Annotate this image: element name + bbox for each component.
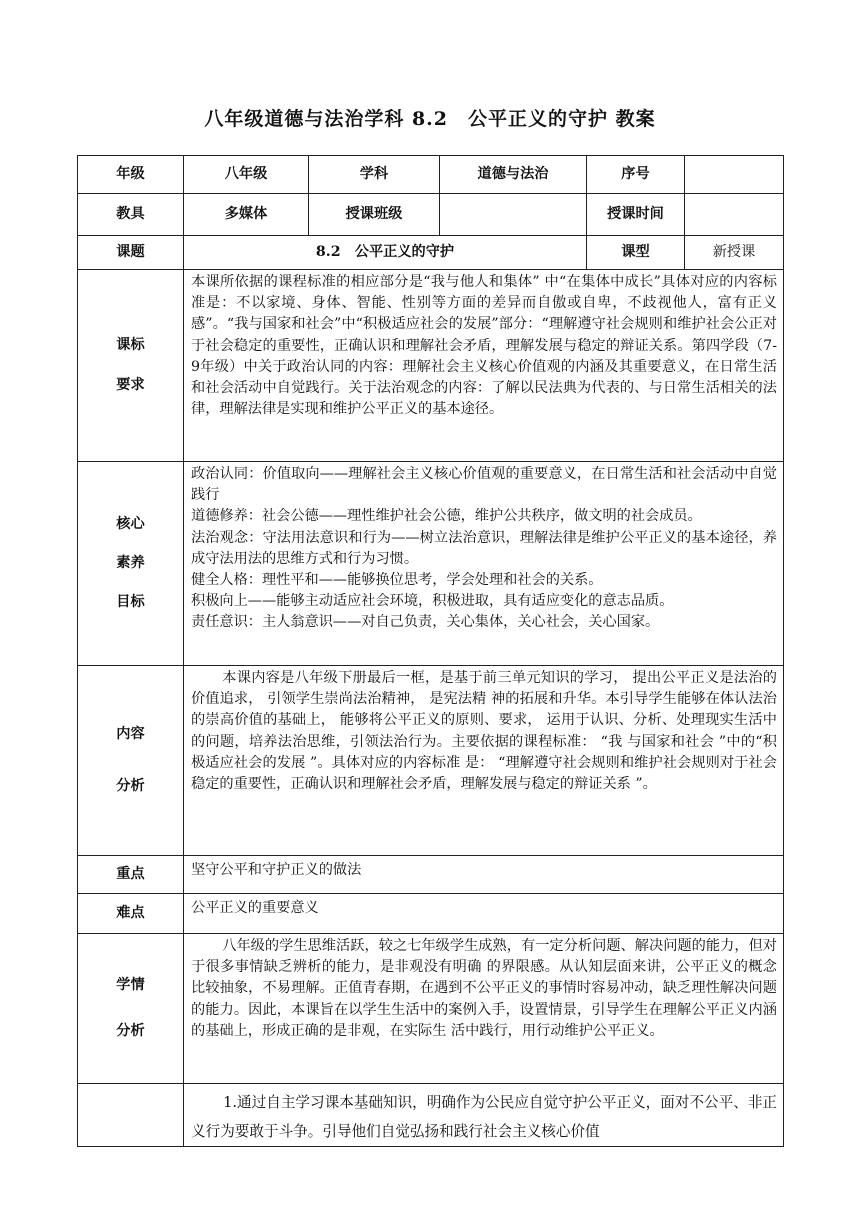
- time-value: [685, 194, 784, 236]
- tools-label: 教具: [78, 194, 184, 236]
- topic-value: 8.2 公平正义的守护: [184, 236, 587, 270]
- literacy-line: 积极向上——能够主动适应社会环境，积极进取，具有适应变化的意志品质。: [191, 593, 674, 610]
- standard-text: 本课所依据的课程标准的相应部分是“我与他人和集体” 中“在集体中成长”具体对应的内容标准是：不以家境、身体、智能、性别等方面的差异而自傲或自卑，不歧视他人，富有正义感”。“我与国家和社会”中“积极适应社会的发展”部分：“理解遵守社会规则和维护社会公正对于社会稳定的重要性，正确认识和理解社会矛盾，理解发展与稳定的辩证关系。第四学段（7-9年级）中关于政治认同的内容：理解社会主义核心价值观的内涵及其重要意义，在日常生活和社会活动中自觉践行。关于法治观念的内容：了解以民法典为代表的、与日常生活相关的法律，理解法律是实现和维护公平正义的基本途径。: [184, 270, 784, 462]
- table-row: [78, 856, 784, 894]
- table-row: [78, 462, 784, 666]
- literacy-label: 核心 素养 目标: [78, 462, 184, 666]
- class-value: [440, 194, 587, 236]
- key-label: 重点: [78, 856, 184, 894]
- table-row: [78, 666, 784, 856]
- subject-label: 学科: [309, 156, 440, 194]
- type-label: 课型: [587, 236, 685, 270]
- difficulty-label: 难点: [78, 894, 184, 934]
- grade-value: 八年级: [184, 156, 309, 194]
- lesson-plan-table: [77, 155, 784, 1147]
- literacy-line: 道德修养：社会公德——理性维护社会公德，维护公共秩序，做文明的社会成员。: [191, 508, 702, 525]
- content-text: 本课内容是八年级下册最后一框，是基于前三单元知识的学习， 提出公平正义是法治的价值追求， 引领学生崇尚法治精神， 是宪法精 神的拓展和升华。本引导学生能够在体认法治的崇高价值的基础上， 能够将公平正义的原则、要求， 运用于认识、分析、处理现实生活中 的问题，培养法治思维，引领法治行为。主要依据的课程标准： “我 与国家和社会 ”中的“积极适应社会的发展 ”。具体对应的内容标准 是： “理解遵守社会规则和维护社会规则对于社会稳定的重要性，正确认识和理解社会矛盾，理解发展与稳定的辩证关系 ”。: [184, 666, 784, 856]
- table-row: [78, 156, 784, 194]
- table-row: [78, 894, 784, 934]
- grade-label: 年级: [78, 156, 184, 194]
- objectives-text: 1.通过自主学习课本基础知识，明确作为公民应自觉守护公平正义，面对不公平、非正义行为要敢于斗争。引导他们自觉弘扬和践行社会主义核心价值: [184, 1084, 784, 1147]
- tools-value: 多媒体: [184, 194, 309, 236]
- content-label: 内容 分析: [78, 666, 184, 856]
- objectives-label: [78, 1084, 184, 1147]
- table-row: [78, 1084, 784, 1147]
- document-title: 八年级道德与法治学科 8.2 公平正义的守护 教案: [204, 108, 656, 130]
- time-label: 授课时间: [587, 194, 685, 236]
- difficulty-text: 公平正义的重要意义: [184, 894, 784, 934]
- topic-label: 课题: [78, 236, 184, 270]
- seq-value: [685, 156, 784, 194]
- type-value: 新授课: [685, 236, 784, 270]
- key-text: 坚守公平和守护正义的做法: [184, 856, 784, 894]
- students-text: 八年级的学生思维活跃，较之七年级学生成熟，有一定分析问题、解决问题的能力，但对于很多事情缺乏辨析的能力，是非观没有明确 的界限感。从认知层面来讲，公平正义的概念比较抽象，不易理解。正值青春期，在遇到不公平正义的事情时容易冲动，缺乏理性解决问题的能力。因此，本课旨在以学生生活中的案例入手，设置情景，引导学生在理解公平正义内涵的基础上，形成正确的是非观，在实际生 活中践行，用行动维护公平正义。: [184, 934, 784, 1084]
- subject-value: 道德与法治: [440, 156, 587, 194]
- literacy-line: 法治观念：守法用法意识和行为——树立法治意识，理解法律是维护公平正义的基本途径，养成守法用法的思维方式和行为习惯。: [191, 529, 777, 567]
- standard-label: 课标 要求: [78, 270, 184, 462]
- students-label: 学情 分析: [78, 934, 184, 1084]
- table-row: [78, 934, 784, 1084]
- literacy-line: 政治认同：价值取向——理解社会主义核心价值观的重要意义，在日常生活和社会活动中自觉践行: [191, 466, 777, 504]
- table-row: [78, 270, 784, 462]
- table-row: [78, 236, 784, 270]
- seq-label: 序号: [587, 156, 685, 194]
- literacy-line: 健全人格：理性平和——能够换位思考，学会处理和社会的关系。: [191, 572, 603, 589]
- table-row: [78, 194, 784, 236]
- class-label: 授课班级: [309, 194, 440, 236]
- literacy-text: [184, 462, 784, 666]
- literacy-line: 责任意识：主人翁意识——对自己负责，关心集体，关心社会，关心国家。: [191, 614, 660, 631]
